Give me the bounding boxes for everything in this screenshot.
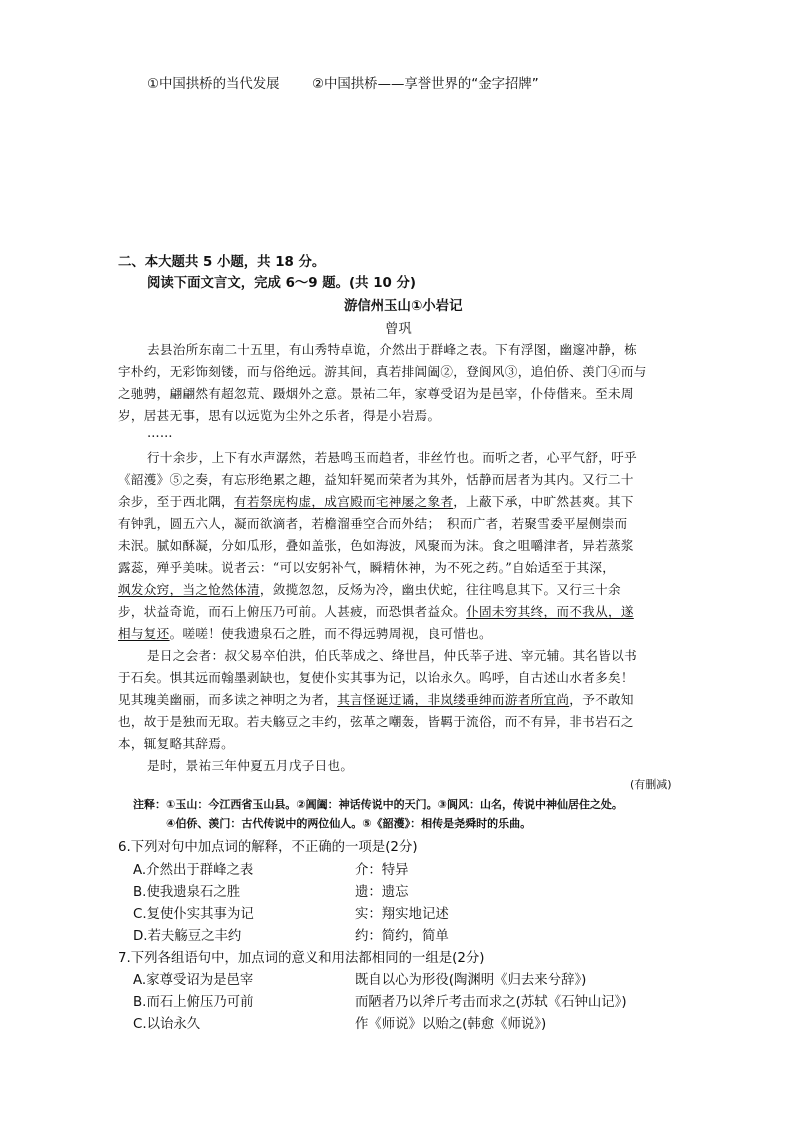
- question-6-stem: 6.下列对句中加点词的解释，不正确的一项是(2分): [118, 840, 418, 855]
- annotation-line: 注释：①玉山：今江西省玉山县。②阊阖：神话传说中的天门。③阆风：山名，传说中神仙居住之处。: [133, 798, 623, 811]
- passage-line: 《韶濩》⑤之奏，有忘形绝累之趣，益知轩冕而荣者为其外，恬静而居者为其内。又行二十: [118, 472, 634, 487]
- option-2: ②中国拱桥——享誉世界的“金字招牌”: [312, 77, 539, 92]
- abridged-note: (有删减): [630, 778, 672, 791]
- text-segment: 步，状益奇诡，而石上俯压乃可前。人甚疲，而恐惧者益众。: [118, 604, 467, 619]
- question-6-option-a: A.介然出于群峰之表: [133, 863, 254, 878]
- passage-author: 曾巩: [385, 322, 412, 337]
- passage-line: 是日之会者：叔父易卒伯洪，伯氏莘成之、绛世昌，仲氏莘子进、宰元辅。其名皆以书: [147, 648, 637, 663]
- question-6-option-c: C.复使仆实其事为记: [133, 907, 254, 922]
- passage-line: 之驰骋，翩翩然有超忽荒、蹑烟外之意。景祐二年，家尊受诏为是邑宰，仆侍偕来。至未周: [118, 386, 634, 401]
- text-segment: ，予不敢知: [569, 692, 634, 707]
- underlined-sentence: 相与复还: [118, 626, 170, 641]
- underlined-sentence: 其言怪诞迂谲，非岚缕垂绅而游者所宜尚: [337, 692, 570, 707]
- passage-line: [118, 579, 621, 598]
- passage-line: 宇朴约，无彩饰刻镂，而与俗绝远。游其间，真若排阊阖②，登阆风③，追伯侨、羡门④而与: [118, 364, 647, 379]
- text-segment: 。嗟嗟！使我遗泉石之胜，而不得远骋周视，良可惜也。: [169, 626, 492, 641]
- question-6-option-b: B.使我遗泉石之胜: [133, 885, 241, 900]
- passage-line: 露蕊，殚乎美味。说者云：“可以安躬补气，瞬精休神，为不死之药。”自始适至于其深，: [118, 560, 616, 575]
- passage-line: 未泯。腻如酥凝，分如瓜形，叠如盖张，色如海波，风聚而为沫。食之咀嚼津者，异若蒸浆: [118, 538, 634, 553]
- passage-line: 也，故于是独而无取。若夫觞豆之丰约，弦革之嘲轰，皆羁于流俗，而不有异，非书岩石之: [118, 714, 634, 729]
- annotation-line: ④伯侨、羡门：古代传说中的两位仙人。⑤《韶濩》：相传是尧舜时的乐曲。: [166, 817, 532, 830]
- passage-title: 游信州玉山①小岩记: [344, 299, 463, 314]
- ellipsis: ……: [147, 425, 173, 440]
- question-7-option-c-compare: 作《师说》以贻之(韩愈《师说》): [355, 1017, 547, 1032]
- passage-line: [118, 623, 492, 642]
- passage-line: 行十余步，上下有水声潺然，若悬鸣玉而趋者，非丝竹也。而听之者，心平气舒，吁乎: [147, 450, 637, 465]
- text-segment: 余步，至于西北隅，: [118, 494, 235, 509]
- underlined-sentence: 飒发众窍，当之怆然体清: [118, 582, 260, 597]
- passage-line: [118, 689, 634, 708]
- section-instruction: 阅读下面文言文，完成 6～9 题。(共 10 分): [147, 276, 417, 291]
- question-7-option-b: B.而石上俯压乃可前: [133, 995, 254, 1010]
- text-segment: 见其瑰美幽丽，而多读之神明之为者，: [118, 692, 338, 707]
- question-6-option-c-explain: 实：翔实地记述: [355, 907, 449, 922]
- text-segment: ，上蔽下承，中旷然甚爽。其下: [453, 494, 634, 509]
- section-heading: 二、本大题共 5 小题，共 18 分。: [118, 255, 326, 270]
- underlined-sentence: 仆固未穷其终，而不我从，遂: [466, 604, 634, 619]
- passage-date: 是时，景祐三年仲夏五月戊子日也。: [147, 758, 354, 773]
- question-6-option-d: D.若夫觞豆之丰约: [133, 929, 242, 944]
- passage-line: 岁，居甚无事，思有以远览为尘外之乐者，得是小岩焉。: [118, 408, 441, 423]
- question-7-option-a-compare: 既自以心为形役(陶渊明《归去来兮辞》): [355, 973, 587, 988]
- question-7-stem: 7.下列各组语句中，加点词的意义和用法都相同的一组是(2分): [118, 951, 485, 966]
- passage-line: 去县治所东南二十五里，有山秀特卓诡，介然出于群峰之表。下有浮图，幽邃冲静，栋: [147, 342, 637, 357]
- question-6-option-b-explain: 遗：遗忘: [355, 885, 409, 900]
- passage-line: 本，辄复略其辞焉。: [118, 736, 235, 751]
- question-6-option-d-explain: 约：简约，简单: [355, 929, 449, 944]
- option-1: ①中国拱桥的当代发展: [147, 77, 280, 92]
- question-7-option-b-compare: 而陋者乃以斧斤考击而求之(苏轼《石钟山记》): [355, 995, 627, 1010]
- question-7-option-c: C.以诒永久: [133, 1017, 201, 1032]
- text-segment: ，敛揽忽忽，反炀为冷，幽虫伏蛇，往往鸣息其下。又行三十余: [259, 582, 621, 597]
- underlined-sentence: 有若祭庑构虚，成宫殿而宅神屡之象者: [234, 494, 454, 509]
- question-7-option-a: A.家尊受诏为是邑宰: [133, 973, 254, 988]
- passage-line: [118, 491, 634, 510]
- question-6-option-a-explain: 介：特异: [355, 863, 409, 878]
- passage-line: 有钟乳，圆五六人，凝而欲滴者，若檐溜垂空合而外结； 积而广者，若聚雪委平屋侧崇而: [118, 516, 628, 531]
- passage-line: 于石矣。惧其远而翰墨剥缺也，复使仆实其事为记，以诒永久。呜呼，自古述山水者多矣！: [118, 670, 634, 685]
- passage-line: [118, 601, 634, 620]
